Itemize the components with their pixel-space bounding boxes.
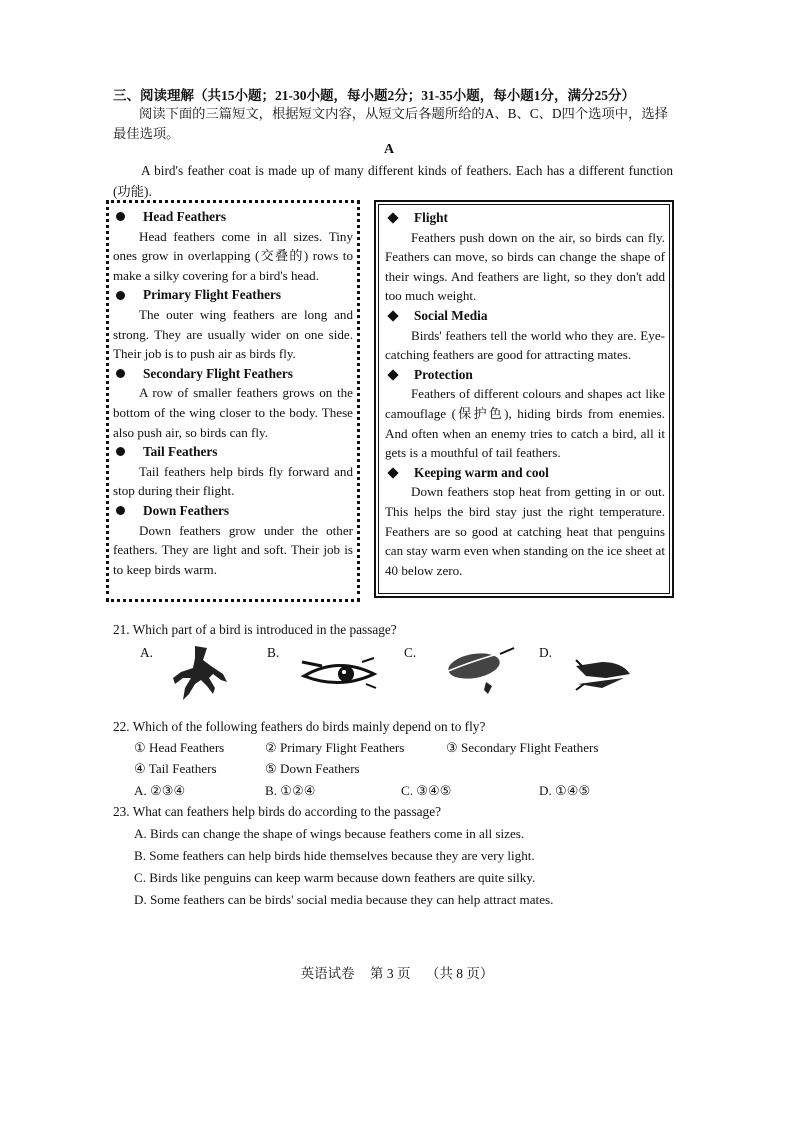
feather-type-text: A row of smaller feathers grows on the bottom of the wing closer to the body. These also push air, so birds can fly. [113, 385, 353, 440]
q22-item-1: ① Head Feathers [134, 740, 225, 755]
function-text: Feathers push down on the air, so birds can fly. Feathers can move, so birds can change the shape of their wings. And feathers are light, so they don't add too much weight. [385, 229, 665, 304]
feather-type-title: Tail Feathers [143, 444, 218, 460]
bullet-icon [116, 506, 125, 515]
q22-item-3: ③ Secondary Flight Feathers [446, 740, 599, 755]
q22-item-2: ② Primary Flight Feathers [265, 740, 405, 755]
q23-option-d[interactable]: D. Some feathers can be birds' social media because they can help attract mates. [134, 892, 554, 907]
feather-type-secondary [113, 364, 353, 442]
footer-total: （共 8 页） [425, 966, 494, 981]
feather-functions-box [374, 200, 674, 598]
diamond-bullet-icon [387, 467, 398, 478]
option-c-label: C. [404, 645, 417, 660]
bird-beak-icon [572, 656, 632, 696]
feather-type-head [113, 207, 353, 285]
function-title: Social Media [414, 307, 488, 323]
feather-type-text: The outer wing feathers are long and strong. They are usually wider on one side. Their job is to push air as birds fly. [113, 306, 353, 362]
bullet-icon [116, 369, 125, 378]
feather-types-box [106, 200, 360, 602]
diamond-bullet-icon [387, 212, 398, 223]
function-text: Down feathers stop heat from getting in or out. This helps the bird stay just the right temperature. Feathers are so good at catching heat that penguins can stay warm even when standing on the ice sheet at 40 below zero. [385, 484, 665, 578]
q23-option-a[interactable]: A. Birds can change the shape of wings because feathers come in all sizes. [134, 826, 525, 841]
q22-option-d[interactable]: D. ①④⑤ [539, 783, 591, 798]
feather-type-text: Down feathers grow under the other feathers. They are light and soft. Their job is to keep birds warm. [113, 522, 353, 577]
feather-type-title: Down Feathers [143, 502, 230, 518]
feather-type-text: Tail feathers help birds fly forward and stop during their flight. [113, 463, 353, 499]
q22-item-5: ⑤ Down Feathers [265, 761, 360, 776]
passage-intro: A bird's feather coat is made up of many different kinds of feathers. Each has a different function (功能). [113, 163, 673, 199]
q22-option-b[interactable]: B. ①②④ [265, 783, 316, 798]
function-title: Protection [414, 366, 473, 382]
feather-type-down [113, 501, 353, 579]
function-text: Feathers of different colours and shapes act like camouflage (保护色), hiding birds from enemies. And often when an enemy tries to catch a bird, all it gets is a mouthful of tail feathers. [385, 386, 665, 461]
q22-item-4: ④ Tail Feathers [134, 761, 217, 776]
feather-type-title: Secondary Flight Feathers [143, 365, 293, 381]
feather-type-primary [113, 285, 353, 363]
bird-claw-icon [165, 644, 235, 704]
bullet-icon [116, 291, 125, 300]
option-b-label: B. [267, 645, 280, 660]
feather-icon [438, 646, 518, 698]
page-footer [0, 962, 794, 982]
feather-type-text: Head feathers come in all sizes. Tiny ones grow in overlapping (交叠的) rows to make a silky covering for a bird's head. [113, 228, 353, 283]
option-a-label: A. [140, 645, 153, 660]
function-text: Birds' feathers tell the world who they are. Eye-catching feathers are good for attracting mates. [385, 327, 665, 363]
q22-option-a[interactable]: A. ②③④ [134, 783, 186, 798]
function-title: Flight [414, 210, 448, 225]
function-keeping-warm [385, 463, 665, 581]
q22-option-c[interactable]: C. ③④⑤ [401, 783, 452, 798]
bullet-icon [116, 212, 125, 221]
section-title: 三、阅读理解（共15小题；21-30小题，每小题2分；31-35小题，每小题1分，满分25分） [113, 88, 635, 103]
question-23-stem: 23. What can feathers help birds do according to the passage? [113, 804, 441, 819]
q23-option-c[interactable]: C. Birds like penguins can keep warm because down feathers are quite silky. [134, 870, 536, 885]
diamond-bullet-icon [387, 369, 398, 380]
bullet-icon [116, 447, 125, 456]
bird-eye-icon [300, 656, 378, 692]
function-title: Keeping warm and cool [414, 464, 549, 480]
passage-label: A [384, 142, 395, 157]
option-d-label: D. [539, 645, 552, 660]
q23-option-b[interactable]: B. Some feathers can help birds hide themselves because they are very light. [134, 848, 535, 863]
diamond-bullet-icon [387, 310, 398, 321]
question-21-stem: 21. Which part of a bird is introduced in the passage? [113, 622, 397, 637]
section-instructions: 阅读下面的三篇短文，根据短文内容，从短文后各题所给的A、B、C、D四个选项中，选择最佳选项。 [113, 106, 668, 141]
question-22-stem: 22. Which of the following feathers do birds mainly depend on to fly? [113, 719, 486, 734]
footer-page: 第 3 页 [370, 966, 411, 981]
function-social-media [385, 306, 665, 365]
feather-type-tail [113, 442, 353, 501]
function-protection [385, 365, 665, 463]
function-flight [385, 208, 665, 306]
footer-subject: 英语试卷 [300, 966, 355, 981]
feather-type-title: Primary Flight Feathers [143, 287, 282, 303]
feather-type-title: Head Feathers [143, 209, 227, 224]
